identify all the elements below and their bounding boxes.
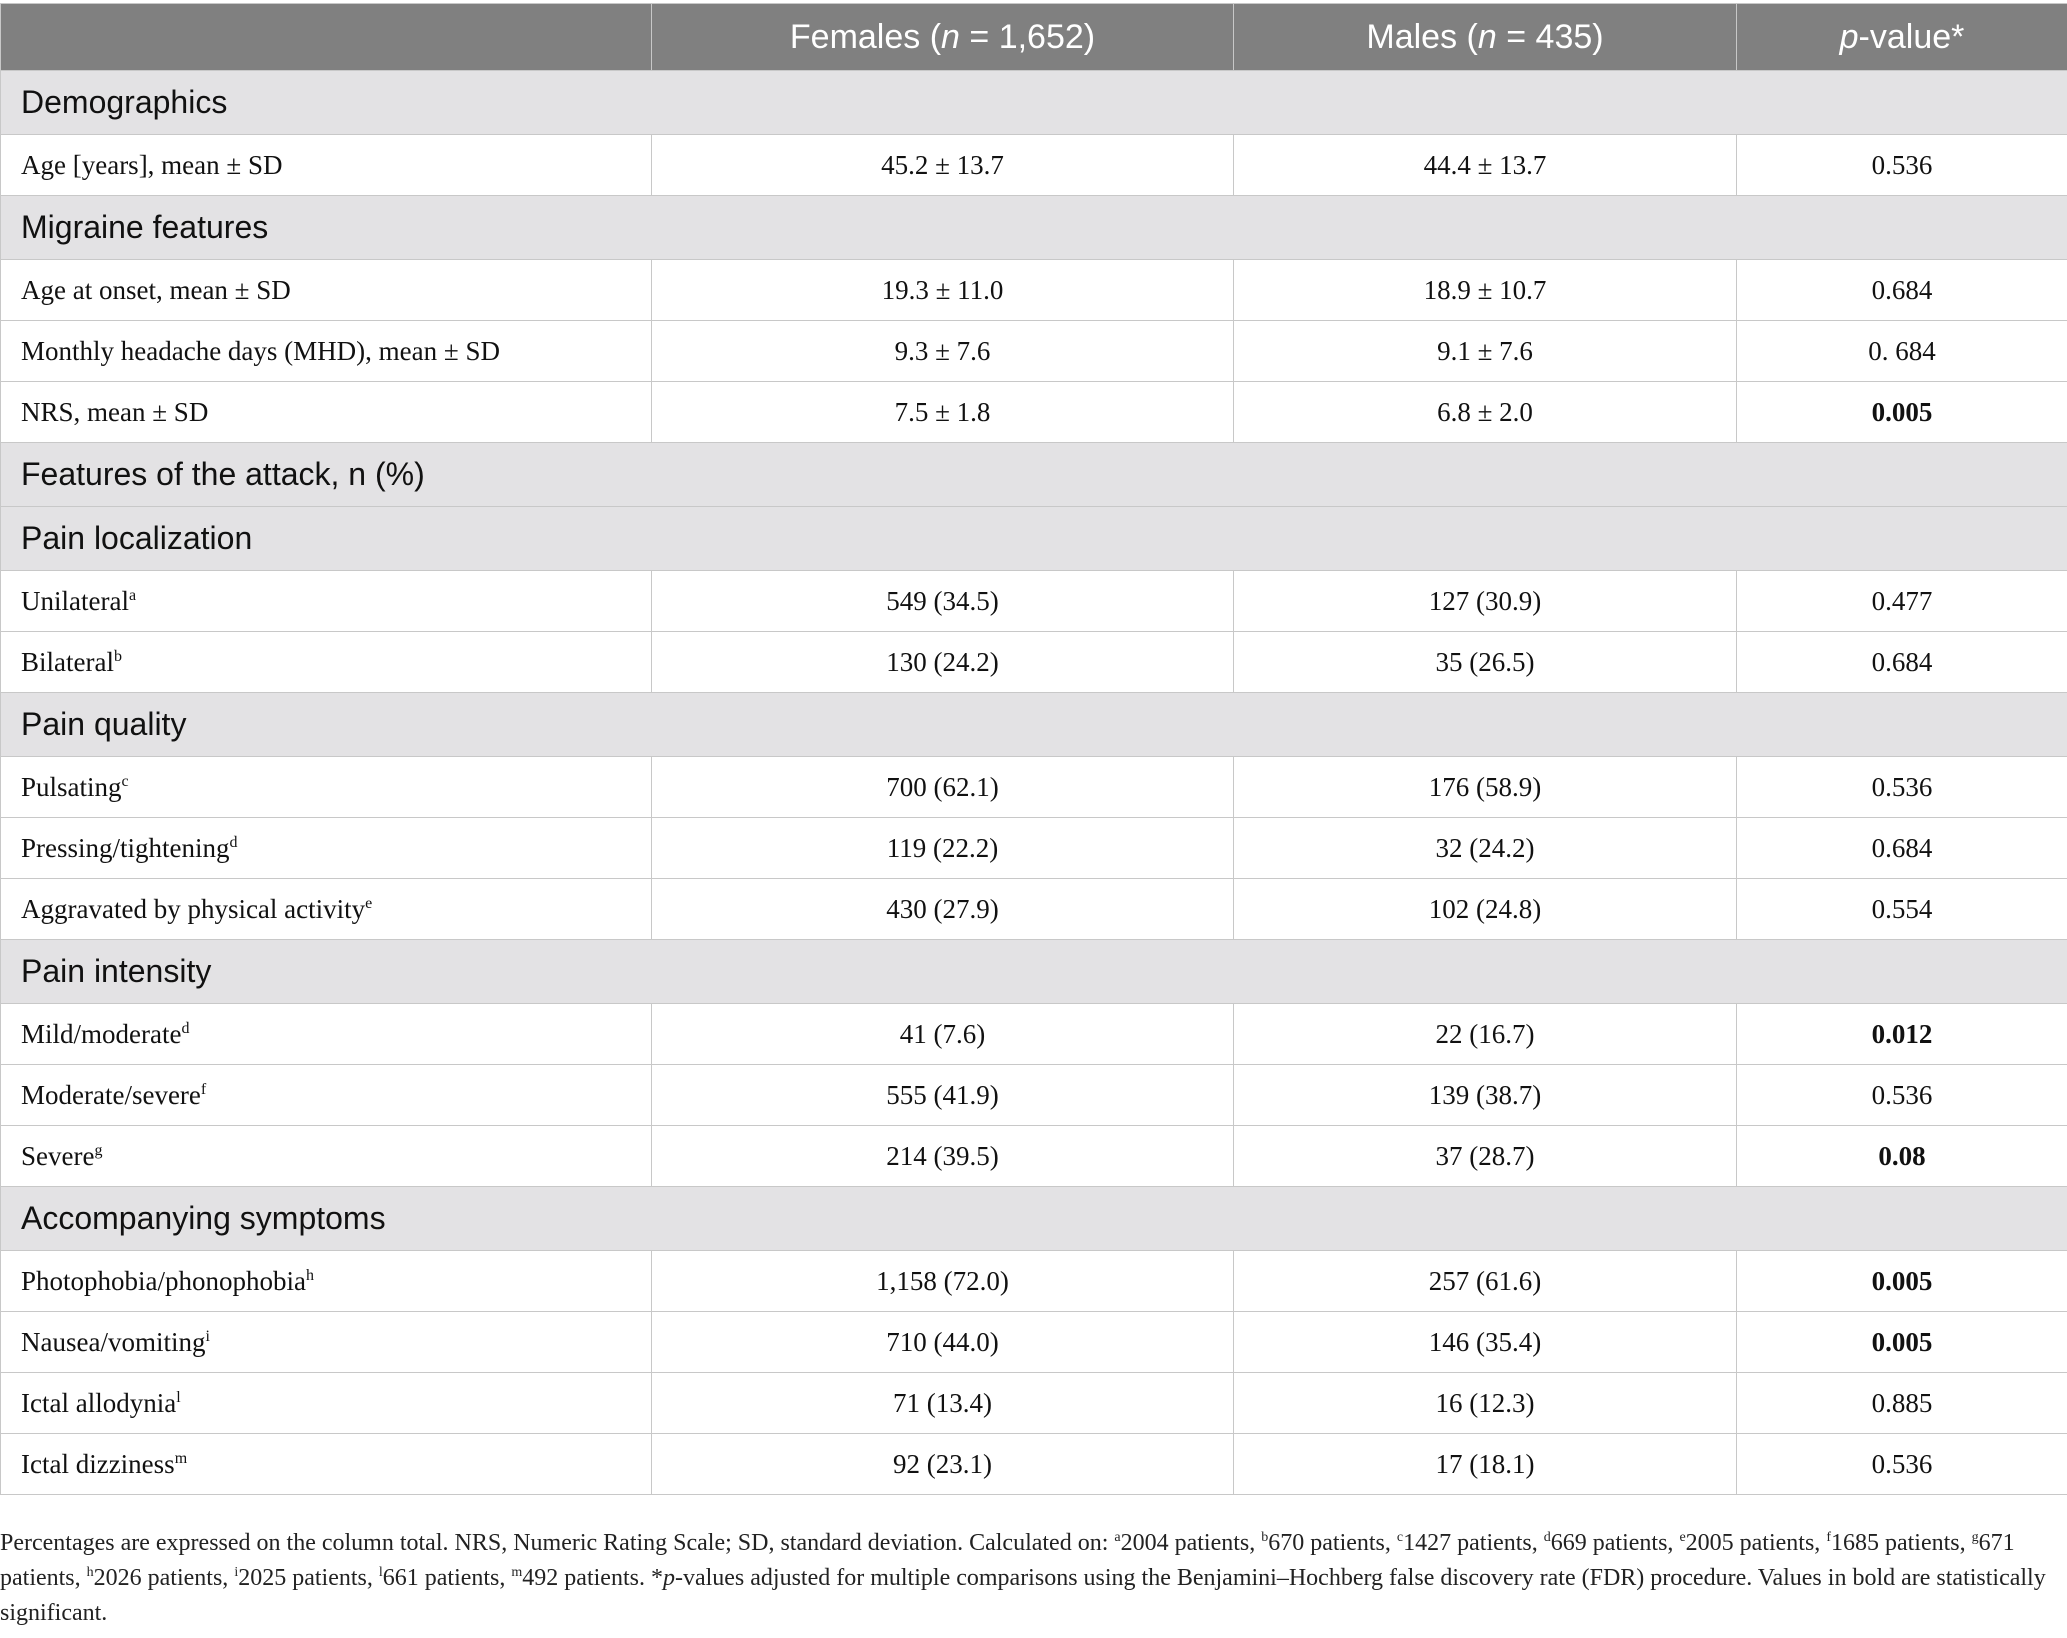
females-value-cell: 130 (24.2) bbox=[652, 632, 1234, 693]
males-value-cell: 257 (61.6) bbox=[1234, 1251, 1737, 1312]
males-value-cell: 22 (16.7) bbox=[1234, 1004, 1737, 1065]
header-females-n: n bbox=[941, 17, 960, 56]
header-males bbox=[1234, 4, 1737, 71]
footnote-marker: i bbox=[234, 1565, 239, 1580]
table-row bbox=[1, 879, 2067, 940]
row-label: Ictal dizziness bbox=[21, 1448, 175, 1479]
row-label: Pressing/tightening bbox=[21, 832, 230, 863]
section-title: Accompanying symptoms bbox=[1, 1187, 2067, 1251]
females-value-cell: 700 (62.1) bbox=[652, 757, 1234, 818]
footnote-text: 669 patients, bbox=[1550, 1530, 1680, 1556]
females-value-cell: 430 (27.9) bbox=[652, 879, 1234, 940]
p-value-cell: 0.536 bbox=[1737, 1065, 2067, 1126]
p-value-cell: 0.536 bbox=[1737, 135, 2067, 196]
footnote-marker: b bbox=[1261, 1530, 1269, 1545]
section-header-row bbox=[1, 940, 2067, 1004]
table-row bbox=[1, 382, 2067, 443]
p-value-cell: 0.005 bbox=[1737, 1251, 2067, 1312]
row-label-cell bbox=[1, 1312, 652, 1373]
header-males-prefix: Males ( bbox=[1366, 17, 1478, 56]
males-value-cell: 16 (12.3) bbox=[1234, 1373, 1737, 1434]
females-value-cell: 710 (44.0) bbox=[652, 1312, 1234, 1373]
section-title: Migraine features bbox=[1, 196, 2067, 260]
table-row bbox=[1, 260, 2067, 321]
footnote-text: 1427 patients, bbox=[1403, 1530, 1544, 1556]
p-value-cell: 0.477 bbox=[1737, 571, 2067, 632]
males-value-cell: 102 (24.8) bbox=[1234, 879, 1737, 940]
section-title: Features of the attack, n (%) bbox=[1, 443, 2067, 507]
table-row bbox=[1, 1126, 2067, 1187]
p-value-cell: 0.005 bbox=[1737, 1312, 2067, 1373]
row-label: Severe bbox=[21, 1140, 95, 1171]
table-row bbox=[1, 135, 2067, 196]
footnote-italic-text: p bbox=[662, 1565, 675, 1591]
males-value-cell: 139 (38.7) bbox=[1234, 1065, 1737, 1126]
footnote-text: 2005 patients, bbox=[1685, 1530, 1827, 1556]
row-label: Nausea/vomiting bbox=[21, 1326, 206, 1357]
males-value-cell: 32 (24.2) bbox=[1234, 818, 1737, 879]
footnote-marker: l bbox=[176, 1388, 181, 1406]
row-label-cell bbox=[1, 818, 652, 879]
header-males-suffix: = 435) bbox=[1496, 17, 1604, 56]
males-value-cell: 176 (58.9) bbox=[1234, 757, 1737, 818]
p-value-cell: 0.005 bbox=[1737, 382, 2067, 443]
footnote-marker: h bbox=[86, 1565, 94, 1580]
table-row bbox=[1, 1251, 2067, 1312]
footnote-text: 670 patients, bbox=[1268, 1530, 1397, 1556]
results-table-container bbox=[0, 3, 2067, 1495]
header-females-suffix: = 1,652) bbox=[959, 17, 1096, 56]
table-row bbox=[1, 632, 2067, 693]
table-row bbox=[1, 757, 2067, 818]
females-value-cell: 7.5 ± 1.8 bbox=[652, 382, 1234, 443]
males-value-cell: 18.9 ± 10.7 bbox=[1234, 260, 1737, 321]
section-header-row bbox=[1, 693, 2067, 757]
header-males-n: n bbox=[1477, 17, 1497, 56]
males-value-cell: 37 (28.7) bbox=[1234, 1126, 1737, 1187]
footnote-text: 492 patients. * bbox=[522, 1565, 663, 1591]
footnote-marker: f bbox=[1826, 1530, 1831, 1545]
table-row bbox=[1, 321, 2067, 382]
row-label: Photophobia/phonophobia bbox=[21, 1265, 306, 1296]
females-value-cell: 41 (7.6) bbox=[652, 1004, 1234, 1065]
results-table bbox=[0, 3, 2067, 1495]
footnote-text: Percentages are expressed on the column total. NRS, Numeric Rating Scale; SD, standard deviation. Calculated on: bbox=[0, 1530, 1115, 1556]
footnote-marker: c bbox=[121, 772, 129, 790]
footnote-text: -values adjusted for multiple comparisons using the Benjamini–Hochberg false discovery rate (FDR) procedure. Values in bold are statistically significant. bbox=[0, 1565, 2046, 1626]
row-label: Age at onset, mean ± SD bbox=[21, 274, 291, 305]
header-females-prefix: Females ( bbox=[789, 17, 942, 56]
males-value-cell: 35 (26.5) bbox=[1234, 632, 1737, 693]
p-value-cell: 0. 684 bbox=[1737, 321, 2067, 382]
p-value-cell: 0.08 bbox=[1737, 1126, 2067, 1187]
row-label-cell bbox=[1, 571, 652, 632]
row-label-cell bbox=[1, 1065, 652, 1126]
p-value-cell: 0.554 bbox=[1737, 879, 2067, 940]
females-value-cell: 555 (41.9) bbox=[652, 1065, 1234, 1126]
row-label: Ictal allodynia bbox=[21, 1387, 177, 1418]
section-header-row bbox=[1, 1187, 2067, 1251]
footnote-marker: g bbox=[1971, 1530, 1979, 1545]
footnote-marker: d bbox=[229, 833, 238, 851]
females-value-cell: 92 (23.1) bbox=[652, 1434, 1234, 1495]
row-label: Age [years], mean ± SD bbox=[21, 149, 283, 180]
females-value-cell: 71 (13.4) bbox=[652, 1373, 1234, 1434]
row-label: Aggravated by physical activity bbox=[21, 893, 366, 924]
section-title: Pain quality bbox=[1, 693, 2067, 757]
males-value-cell: 17 (18.1) bbox=[1234, 1434, 1737, 1495]
row-label: Unilateral bbox=[21, 585, 129, 616]
p-value-cell: 0.536 bbox=[1737, 1434, 2067, 1495]
footnote-marker: l bbox=[378, 1565, 383, 1580]
footnote-text: 661 patients, bbox=[382, 1565, 512, 1591]
header-p-italic: p bbox=[1839, 17, 1859, 56]
footnote-marker: m bbox=[511, 1565, 523, 1580]
p-value-cell: 0.012 bbox=[1737, 1004, 2067, 1065]
table-row bbox=[1, 818, 2067, 879]
females-value-cell: 45.2 ± 13.7 bbox=[652, 135, 1234, 196]
females-value-cell: 1,158 (72.0) bbox=[652, 1251, 1234, 1312]
footnote-marker: f bbox=[200, 1080, 207, 1098]
table-footnote bbox=[0, 1526, 2060, 1631]
section-header-row bbox=[1, 507, 2067, 571]
males-value-cell: 9.1 ± 7.6 bbox=[1234, 321, 1737, 382]
row-label: NRS, mean ± SD bbox=[21, 396, 209, 427]
footnote-marker: a bbox=[128, 586, 137, 604]
females-value-cell: 9.3 ± 7.6 bbox=[652, 321, 1234, 382]
row-label: Pulsating bbox=[21, 771, 122, 802]
row-label-cell bbox=[1, 757, 652, 818]
row-label-cell bbox=[1, 879, 652, 940]
header-females bbox=[652, 4, 1234, 71]
footnote-marker: h bbox=[306, 1266, 314, 1284]
footnote-marker: d bbox=[1543, 1530, 1551, 1545]
females-value-cell: 19.3 ± 11.0 bbox=[652, 260, 1234, 321]
section-title: Demographics bbox=[1, 71, 2067, 135]
males-value-cell: 6.8 ± 2.0 bbox=[1234, 382, 1737, 443]
row-label-cell bbox=[1, 1251, 652, 1312]
table-header-row bbox=[1, 4, 2067, 71]
header-p-suffix: -value* bbox=[1858, 17, 1965, 56]
section-title: Pain localization bbox=[1, 507, 2067, 571]
header-label-column bbox=[1, 4, 652, 71]
row-label-cell bbox=[1, 382, 652, 443]
footnote-marker: m bbox=[174, 1449, 188, 1467]
footnote-text: 2025 patients, bbox=[238, 1565, 379, 1591]
footnote-marker: d bbox=[181, 1019, 190, 1037]
row-label-cell bbox=[1, 321, 652, 382]
females-value-cell: 119 (22.2) bbox=[652, 818, 1234, 879]
header-p-value bbox=[1737, 4, 2067, 71]
footnote-text: 1685 patients, bbox=[1830, 1530, 1972, 1556]
row-label-cell bbox=[1, 260, 652, 321]
section-title: Pain intensity bbox=[1, 940, 2067, 1004]
row-label: Monthly headache days (MHD), mean ± SD bbox=[21, 335, 500, 366]
row-label-cell bbox=[1, 135, 652, 196]
table-row bbox=[1, 1065, 2067, 1126]
row-label-cell bbox=[1, 632, 652, 693]
footnote-marker: a bbox=[1114, 1530, 1121, 1545]
row-label: Mild/moderate bbox=[21, 1018, 182, 1049]
footnote-marker: e bbox=[1679, 1530, 1686, 1545]
males-value-cell: 127 (30.9) bbox=[1234, 571, 1737, 632]
section-header-row bbox=[1, 443, 2067, 507]
p-value-cell: 0.684 bbox=[1737, 632, 2067, 693]
row-label-cell bbox=[1, 1004, 652, 1065]
footnote-marker: e bbox=[365, 894, 373, 912]
p-value-cell: 0.684 bbox=[1737, 818, 2067, 879]
table-row bbox=[1, 1004, 2067, 1065]
footnote-text: 2026 patients, bbox=[93, 1565, 235, 1591]
males-value-cell: 146 (35.4) bbox=[1234, 1312, 1737, 1373]
row-label-cell bbox=[1, 1434, 652, 1495]
section-header-row bbox=[1, 196, 2067, 260]
p-value-cell: 0.536 bbox=[1737, 757, 2067, 818]
table-body bbox=[1, 71, 2067, 1495]
row-label: Moderate/severe bbox=[21, 1079, 201, 1110]
table-row bbox=[1, 1434, 2067, 1495]
row-label: Bilateral bbox=[21, 646, 114, 677]
p-value-cell: 0.684 bbox=[1737, 260, 2067, 321]
table-row bbox=[1, 1373, 2067, 1434]
table-row bbox=[1, 571, 2067, 632]
row-label-cell bbox=[1, 1373, 652, 1434]
footnote-marker: c bbox=[1396, 1530, 1404, 1545]
table-row bbox=[1, 1312, 2067, 1373]
p-value-cell: 0.885 bbox=[1737, 1373, 2067, 1434]
footnote-marker: g bbox=[94, 1141, 103, 1159]
row-label-cell bbox=[1, 1126, 652, 1187]
footnote-marker: i bbox=[205, 1327, 210, 1345]
females-value-cell: 549 (34.5) bbox=[652, 571, 1234, 632]
footnote-marker: b bbox=[113, 647, 122, 665]
footnote-text: 2004 patients, bbox=[1120, 1530, 1262, 1556]
footnote-text: 671 patients, bbox=[0, 1530, 2015, 1591]
section-header-row bbox=[1, 71, 2067, 135]
males-value-cell: 44.4 ± 13.7 bbox=[1234, 135, 1737, 196]
females-value-cell: 214 (39.5) bbox=[652, 1126, 1234, 1187]
